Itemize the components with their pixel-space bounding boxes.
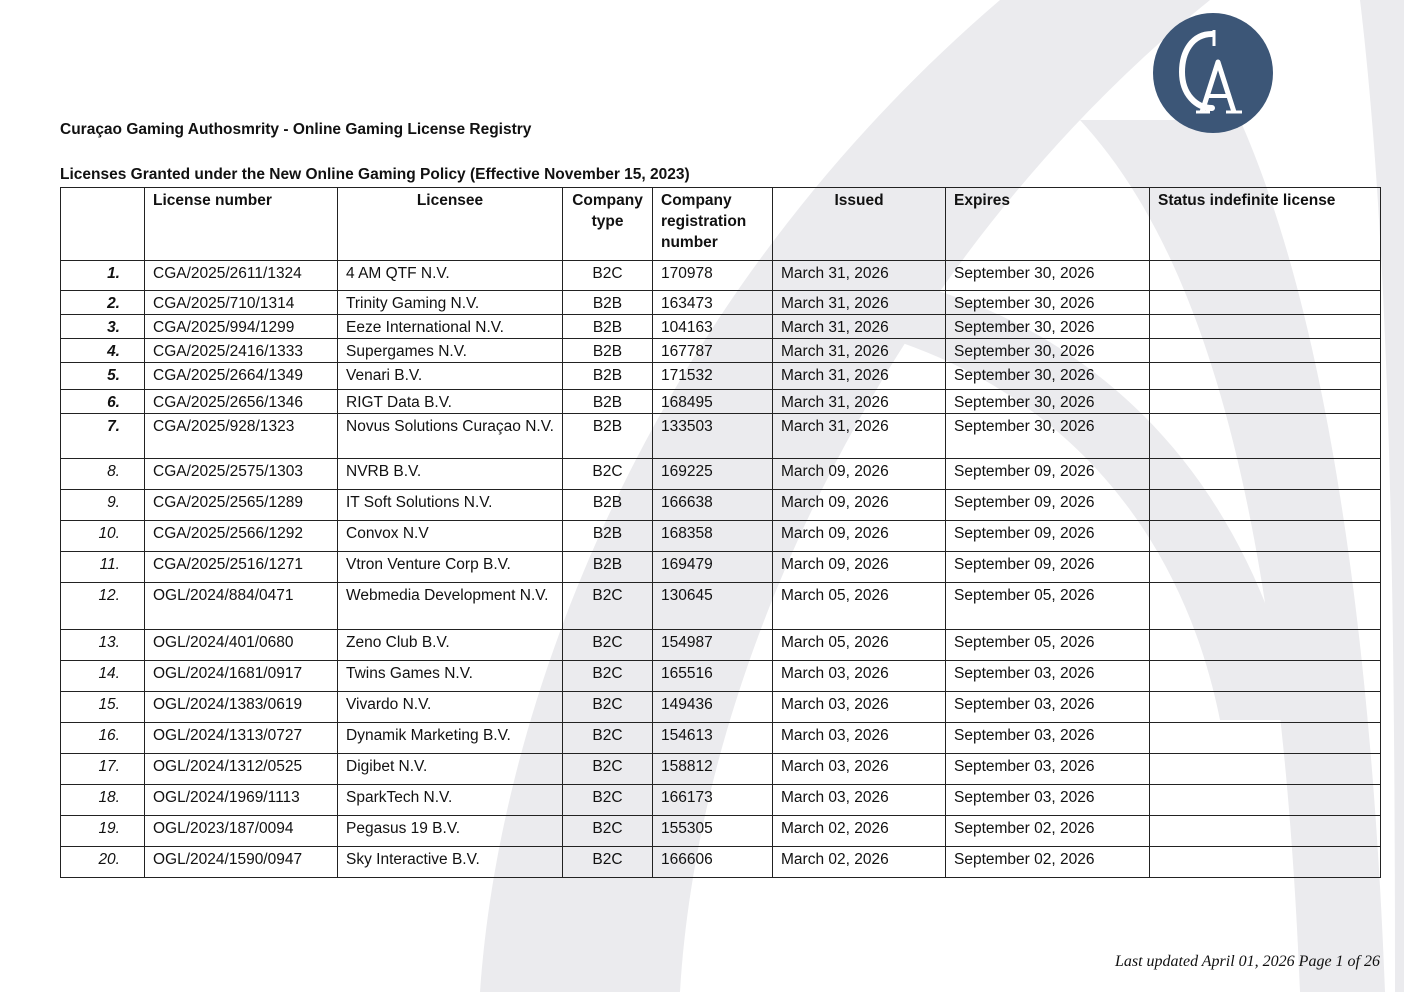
license-number-cell: CGA/2025/2566/1292 [145, 521, 338, 552]
licensee-cell: SparkTech N.V. [338, 785, 563, 816]
company-type-cell: B2C [563, 723, 653, 754]
table-row [61, 291, 1381, 315]
expires-cell: September 03, 2026 [946, 723, 1150, 754]
row-number: 5. [61, 363, 145, 390]
issued-cell: March 31, 2026 [773, 315, 946, 339]
license-number-cell: CGA/2025/2664/1349 [145, 363, 338, 390]
table-row [61, 692, 1381, 723]
table-row [61, 847, 1381, 878]
company-type-cell: B2C [563, 785, 653, 816]
row-number: 9. [61, 490, 145, 521]
table-row [61, 490, 1381, 521]
expires-cell: September 05, 2026 [946, 630, 1150, 661]
company-type-cell: B2C [563, 847, 653, 878]
expires-cell: September 03, 2026 [946, 754, 1150, 785]
expires-cell: September 02, 2026 [946, 847, 1150, 878]
license-number-cell: OGL/2024/1681/0917 [145, 661, 338, 692]
table-row [61, 390, 1381, 414]
row-number: 1. [61, 261, 145, 291]
status-cell [1150, 414, 1381, 459]
registration-number-cell: 166173 [653, 785, 773, 816]
table-row [61, 552, 1381, 583]
company-type-cell: B2B [563, 339, 653, 363]
licensee-cell: IT Soft Solutions N.V. [338, 490, 563, 521]
row-number: 7. [61, 414, 145, 459]
registration-number-cell: 166638 [653, 490, 773, 521]
licensee-cell: Webmedia Development N.V. [338, 583, 563, 630]
status-cell [1150, 723, 1381, 754]
issued-cell: March 31, 2026 [773, 363, 946, 390]
company-type-cell: B2B [563, 315, 653, 339]
table-row [61, 754, 1381, 785]
licensee-cell: Trinity Gaming N.V. [338, 291, 563, 315]
registration-number-cell: 130645 [653, 583, 773, 630]
status-cell [1150, 661, 1381, 692]
row-number: 8. [61, 459, 145, 490]
issued-cell: March 31, 2026 [773, 339, 946, 363]
registration-number-cell: 166606 [653, 847, 773, 878]
expires-cell: September 30, 2026 [946, 339, 1150, 363]
status-cell [1150, 261, 1381, 291]
row-number: 14. [61, 661, 145, 692]
cga-logo-icon [1152, 12, 1274, 134]
company-type-cell: B2B [563, 390, 653, 414]
table-row [61, 363, 1381, 390]
license-number-cell: OGL/2024/401/0680 [145, 630, 338, 661]
expires-cell: September 03, 2026 [946, 661, 1150, 692]
company-type-cell: B2C [563, 583, 653, 630]
page-footer: Last updated April 01, 2026 Page 1 of 26 [1114, 953, 1380, 970]
expires-cell: September 30, 2026 [946, 291, 1150, 315]
document-subtitle: Licenses Granted under the New Online Gaming Policy (Effective November 15, 2023) [60, 166, 690, 183]
status-cell [1150, 754, 1381, 785]
row-number: 12. [61, 583, 145, 630]
issued-cell: March 05, 2026 [773, 583, 946, 630]
company-type-cell: B2B [563, 291, 653, 315]
document-title: Curaçao Gaming Authosmrity - Online Gaming License Registry [60, 121, 532, 138]
status-cell [1150, 552, 1381, 583]
licensee-cell: Digibet N.V. [338, 754, 563, 785]
licensee-cell: Convox N.V [338, 521, 563, 552]
registration-number-cell: 133503 [653, 414, 773, 459]
licensee-cell: Eeze International N.V. [338, 315, 563, 339]
expires-cell: September 02, 2026 [946, 816, 1150, 847]
header-license-number: License number [145, 188, 338, 261]
company-type-cell: B2C [563, 630, 653, 661]
status-cell [1150, 459, 1381, 490]
company-type-cell: B2B [563, 521, 653, 552]
issued-cell: March 05, 2026 [773, 630, 946, 661]
licensee-cell: Vtron Venture Corp B.V. [338, 552, 563, 583]
header-number [61, 188, 145, 261]
company-type-cell: B2B [563, 363, 653, 390]
table-row [61, 315, 1381, 339]
registration-number-cell: 169479 [653, 552, 773, 583]
registration-number-cell: 149436 [653, 692, 773, 723]
license-number-cell: CGA/2025/2416/1333 [145, 339, 338, 363]
registration-number-cell: 163473 [653, 291, 773, 315]
header-status: Status indefinite license [1150, 188, 1381, 261]
issued-cell: March 03, 2026 [773, 692, 946, 723]
licensee-cell: Pegasus 19 B.V. [338, 816, 563, 847]
row-number: 17. [61, 754, 145, 785]
header-company-type: Company type [563, 188, 653, 261]
row-number: 19. [61, 816, 145, 847]
table-row [61, 816, 1381, 847]
expires-cell: September 05, 2026 [946, 583, 1150, 630]
company-type-cell: B2C [563, 692, 653, 723]
company-type-cell: B2C [563, 459, 653, 490]
licensee-cell: Zeno Club B.V. [338, 630, 563, 661]
issued-cell: March 02, 2026 [773, 816, 946, 847]
expires-cell: September 30, 2026 [946, 390, 1150, 414]
status-cell [1150, 630, 1381, 661]
licensee-cell: Dynamik Marketing B.V. [338, 723, 563, 754]
issued-cell: March 09, 2026 [773, 459, 946, 490]
expires-cell: September 30, 2026 [946, 261, 1150, 291]
registration-number-cell: 171532 [653, 363, 773, 390]
header-licensee: Licensee [338, 188, 563, 261]
registration-number-cell: 158812 [653, 754, 773, 785]
issued-cell: March 03, 2026 [773, 661, 946, 692]
table-row [61, 521, 1381, 552]
issued-cell: March 02, 2026 [773, 847, 946, 878]
table-row [61, 459, 1381, 490]
issued-cell: March 31, 2026 [773, 291, 946, 315]
registration-number-cell: 169225 [653, 459, 773, 490]
row-number: 10. [61, 521, 145, 552]
license-number-cell: OGL/2024/1969/1113 [145, 785, 338, 816]
status-cell [1150, 339, 1381, 363]
header-issued: Issued [773, 188, 946, 261]
registration-number-cell: 167787 [653, 339, 773, 363]
row-number: 13. [61, 630, 145, 661]
expires-cell: September 30, 2026 [946, 315, 1150, 339]
expires-cell: September 03, 2026 [946, 785, 1150, 816]
license-number-cell: OGL/2024/1313/0727 [145, 723, 338, 754]
licensee-cell: Novus Solutions Curaçao N.V. [338, 414, 563, 459]
issued-cell: March 03, 2026 [773, 754, 946, 785]
company-type-cell: B2B [563, 414, 653, 459]
license-number-cell: CGA/2025/994/1299 [145, 315, 338, 339]
status-cell [1150, 521, 1381, 552]
license-number-cell: CGA/2025/928/1323 [145, 414, 338, 459]
issued-cell: March 31, 2026 [773, 261, 946, 291]
company-type-cell: B2C [563, 754, 653, 785]
row-number: 15. [61, 692, 145, 723]
expires-cell: September 30, 2026 [946, 363, 1150, 390]
status-cell [1150, 816, 1381, 847]
license-registry-table [60, 187, 1381, 878]
license-number-cell: OGL/2024/1312/0525 [145, 754, 338, 785]
status-cell [1150, 363, 1381, 390]
header-registration-number: Company registration number [653, 188, 773, 261]
issued-cell: March 09, 2026 [773, 490, 946, 521]
licensee-cell: Twins Games N.V. [338, 661, 563, 692]
registration-number-cell: 155305 [653, 816, 773, 847]
issued-cell: March 31, 2026 [773, 414, 946, 459]
status-cell [1150, 785, 1381, 816]
license-number-cell: OGL/2024/1590/0947 [145, 847, 338, 878]
license-number-cell: OGL/2023/187/0094 [145, 816, 338, 847]
licensee-cell: Supergames N.V. [338, 339, 563, 363]
table-header-row [61, 188, 1381, 261]
row-number: 16. [61, 723, 145, 754]
issued-cell: March 03, 2026 [773, 723, 946, 754]
registration-number-cell: 168495 [653, 390, 773, 414]
table-row [61, 723, 1381, 754]
table-row [61, 414, 1381, 459]
table-row [61, 339, 1381, 363]
registration-number-cell: 154613 [653, 723, 773, 754]
expires-cell: September 03, 2026 [946, 692, 1150, 723]
license-number-cell: CGA/2025/710/1314 [145, 291, 338, 315]
table-row [61, 785, 1381, 816]
issued-cell: March 09, 2026 [773, 521, 946, 552]
row-number: 18. [61, 785, 145, 816]
table-row [61, 661, 1381, 692]
license-number-cell: CGA/2025/2565/1289 [145, 490, 338, 521]
company-type-cell: B2C [563, 661, 653, 692]
licensee-cell: Vivardo N.V. [338, 692, 563, 723]
status-cell [1150, 291, 1381, 315]
licensee-cell: RIGT Data B.V. [338, 390, 563, 414]
license-number-cell: CGA/2025/2656/1346 [145, 390, 338, 414]
license-number-cell: OGL/2024/884/0471 [145, 583, 338, 630]
company-type-cell: B2C [563, 816, 653, 847]
row-number: 20. [61, 847, 145, 878]
registration-number-cell: 170978 [653, 261, 773, 291]
status-cell [1150, 847, 1381, 878]
status-cell [1150, 390, 1381, 414]
issued-cell: March 03, 2026 [773, 785, 946, 816]
company-type-cell: B2B [563, 552, 653, 583]
registration-number-cell: 104163 [653, 315, 773, 339]
table-row [61, 261, 1381, 291]
licensee-cell: NVRB B.V. [338, 459, 563, 490]
expires-cell: September 09, 2026 [946, 490, 1150, 521]
licensee-cell: Venari B.V. [338, 363, 563, 390]
row-number: 3. [61, 315, 145, 339]
licensee-cell: 4 AM QTF N.V. [338, 261, 563, 291]
license-number-cell: CGA/2025/2575/1303 [145, 459, 338, 490]
status-cell [1150, 583, 1381, 630]
expires-cell: September 09, 2026 [946, 552, 1150, 583]
license-number-cell: CGA/2025/2516/1271 [145, 552, 338, 583]
status-cell [1150, 315, 1381, 339]
license-number-cell: OGL/2024/1383/0619 [145, 692, 338, 723]
registration-number-cell: 154987 [653, 630, 773, 661]
registration-number-cell: 165516 [653, 661, 773, 692]
table-row [61, 630, 1381, 661]
expires-cell: September 30, 2026 [946, 414, 1150, 459]
expires-cell: September 09, 2026 [946, 521, 1150, 552]
issued-cell: March 31, 2026 [773, 390, 946, 414]
table-row [61, 583, 1381, 630]
status-cell [1150, 490, 1381, 521]
row-number: 6. [61, 390, 145, 414]
registration-number-cell: 168358 [653, 521, 773, 552]
header-expires: Expires [946, 188, 1150, 261]
company-type-cell: B2C [563, 261, 653, 291]
row-number: 2. [61, 291, 145, 315]
row-number: 4. [61, 339, 145, 363]
row-number: 11. [61, 552, 145, 583]
license-number-cell: CGA/2025/2611/1324 [145, 261, 338, 291]
issued-cell: March 09, 2026 [773, 552, 946, 583]
expires-cell: September 09, 2026 [946, 459, 1150, 490]
licensee-cell: Sky Interactive B.V. [338, 847, 563, 878]
company-type-cell: B2B [563, 490, 653, 521]
status-cell [1150, 692, 1381, 723]
